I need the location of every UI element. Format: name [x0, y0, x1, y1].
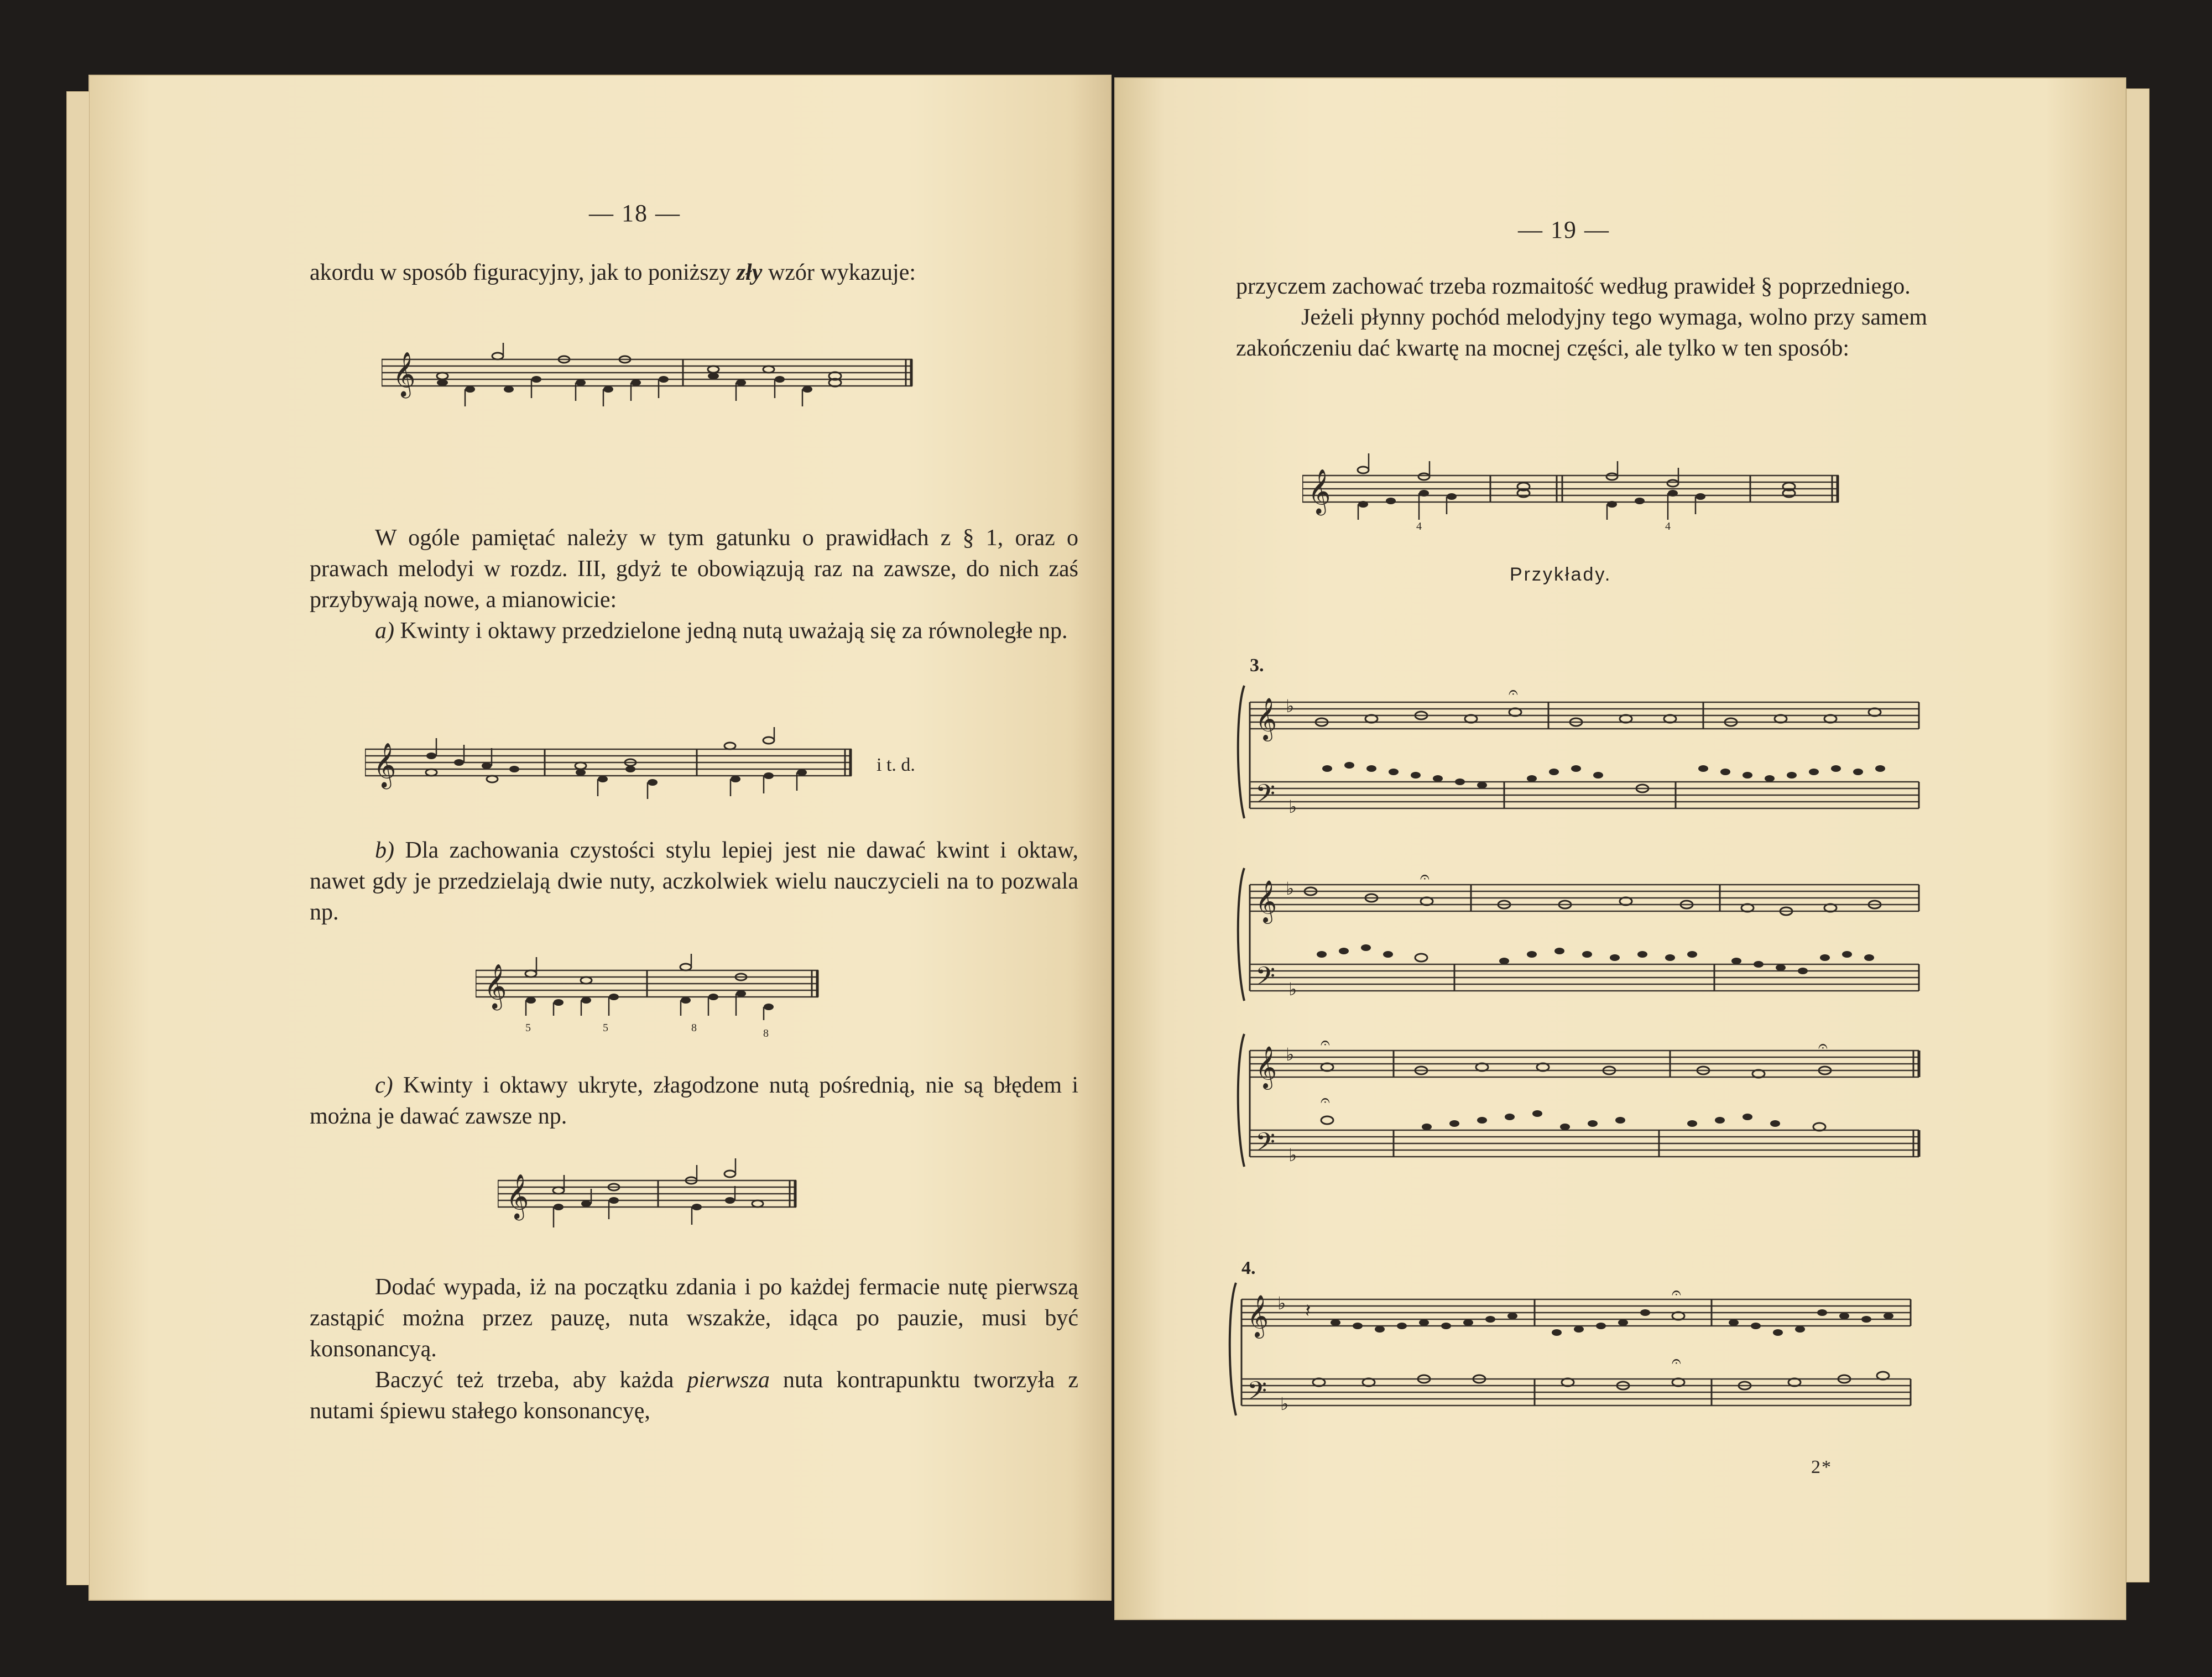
- page-number-18: — 18 —: [589, 200, 681, 227]
- figure-5: 5: [603, 1022, 608, 1034]
- figure-8: 8: [763, 1027, 769, 1039]
- music-example-rule-a: [365, 727, 863, 804]
- figure-8: 8: [691, 1022, 697, 1034]
- svg-text:𝄐: 𝄐: [1420, 868, 1430, 887]
- flat-icon: ♭: [1288, 796, 1297, 817]
- svg-text:♭: ♭: [1286, 878, 1295, 899]
- left-paragraph-1: akordu w sposób figuracyjny, jak to poniższy zły wzór wykazuje:: [310, 260, 916, 285]
- rule-c: c) Kwinty i oktawy ukryte, złagodzone nutą pośrednią, nie są błędem i można je dawać zawsze np.: [310, 1073, 1078, 1129]
- example-3-system-3: [1238, 1033, 1919, 1167]
- left-page-stack-edge: [66, 91, 90, 1585]
- figure-4: 4: [1665, 520, 1671, 531]
- left-page: [88, 75, 1112, 1601]
- itd-abbreviation: i t. d.: [877, 755, 915, 775]
- example-3-score: [1233, 675, 1930, 1239]
- svg-text:♭: ♭: [1288, 979, 1297, 1000]
- example-label-3: 3.: [1250, 655, 1264, 676]
- svg-text:𝄞: 𝄞: [1255, 1046, 1277, 1088]
- svg-text:♭: ♭: [1288, 1145, 1297, 1166]
- figure-4: 4: [1416, 520, 1422, 531]
- svg-text:𝄞: 𝄞: [1255, 880, 1277, 922]
- svg-text:♭: ♭: [1277, 1293, 1286, 1314]
- example-3-system-2: [1238, 868, 1919, 1001]
- left-paragraph-2: W ogóle pamiętać należy w tym gatunku o prawidłach z § 1, oraz o prawach melodyi w rozdz. III, gdyż te obowiązują raz na zawsze, do nich zaś przybywają nowe, a mianowicie: a) Kwinty i oktawy przedzielone jedną nutą uważają się za równoległe np.: [310, 523, 1078, 646]
- signature-mark: 2*: [1811, 1457, 1832, 1477]
- music-example-rule-c: [498, 1158, 807, 1241]
- example-label-4: 4.: [1241, 1258, 1256, 1278]
- svg-text:𝄽: 𝄽: [1305, 1300, 1311, 1322]
- svg-text:𝄐: 𝄐: [1321, 1091, 1330, 1110]
- example-4-score: [1225, 1272, 1922, 1438]
- svg-text:𝄐: 𝄐: [1672, 1352, 1681, 1371]
- page-number-19: — 19 —: [1518, 216, 1610, 243]
- left-paragraph-3: Dodać wypada, iż na początku zdania i po każdej fermacie nutę pierwszą zastąpić można przez pauzę, nuta wszakże, idąca po pauzie, musi być konsonancyą. Baczyć też trzeba, aby każda pierwsza nuta kontrapunktu tworzyła z nutami śpiewu stałego konsonancyę,: [310, 1274, 1078, 1424]
- svg-text:𝄞: 𝄞: [484, 963, 507, 1009]
- right-page-stack-edge: [2126, 88, 2150, 1582]
- rule-b: b) Dla zachowania czystości stylu lepiej jest nie dawać kwint i oktaw, nawet gdy je przedzielają dwie nuty, aczkolwiek wielu nauczycieli na to pozwala np.: [310, 838, 1078, 925]
- svg-text:𝄢: 𝄢: [1255, 962, 1276, 997]
- figure-5: 5: [525, 1022, 531, 1034]
- example-3-system-1: [1238, 683, 1919, 818]
- svg-text:𝄐: 𝄐: [1321, 1033, 1330, 1053]
- svg-text:𝄞: 𝄞: [373, 742, 397, 787]
- svg-text:𝄐: 𝄐: [1672, 1283, 1681, 1303]
- rule-a: a) Kwinty i oktawy przedzielone jedną nutą uważają się za równoległe np.: [375, 618, 1068, 644]
- bass-clef-icon: 𝄢: [1255, 779, 1276, 815]
- svg-text:𝄢: 𝄢: [1255, 1127, 1276, 1163]
- examples-heading: Przykłady.: [1510, 564, 1612, 585]
- svg-text:♭: ♭: [1286, 1044, 1295, 1065]
- svg-text:𝄞: 𝄞: [506, 1173, 529, 1219]
- svg-text:𝄞: 𝄞: [1255, 697, 1277, 740]
- svg-text:𝄞: 𝄞: [1247, 1294, 1269, 1337]
- svg-text:𝄐: 𝄐: [1818, 1037, 1828, 1056]
- svg-text:𝄢: 𝄢: [1247, 1376, 1267, 1412]
- right-page: [1114, 77, 2126, 1620]
- music-example-rule-b: [476, 954, 830, 1042]
- svg-text:♭: ♭: [1280, 1393, 1289, 1414]
- treble-clef-icon: 𝄞: [393, 351, 416, 396]
- fermata-icon: 𝄐: [1509, 683, 1518, 702]
- right-paragraph-1: przyczem zachować trzeba rozmaitość według prawideł § poprzedniego. Jeżeli płynny pochód melodyjny tego wymaga, wolno przy samem zakończeniu dać kwartę na mocnej części, ale tylko w ten sposób:: [1236, 274, 1927, 361]
- music-example-fourth: [1302, 442, 1844, 531]
- svg-text:♭: ♭: [1286, 696, 1295, 717]
- music-example-figuration: [382, 343, 935, 409]
- svg-text:𝄞: 𝄞: [1308, 468, 1331, 514]
